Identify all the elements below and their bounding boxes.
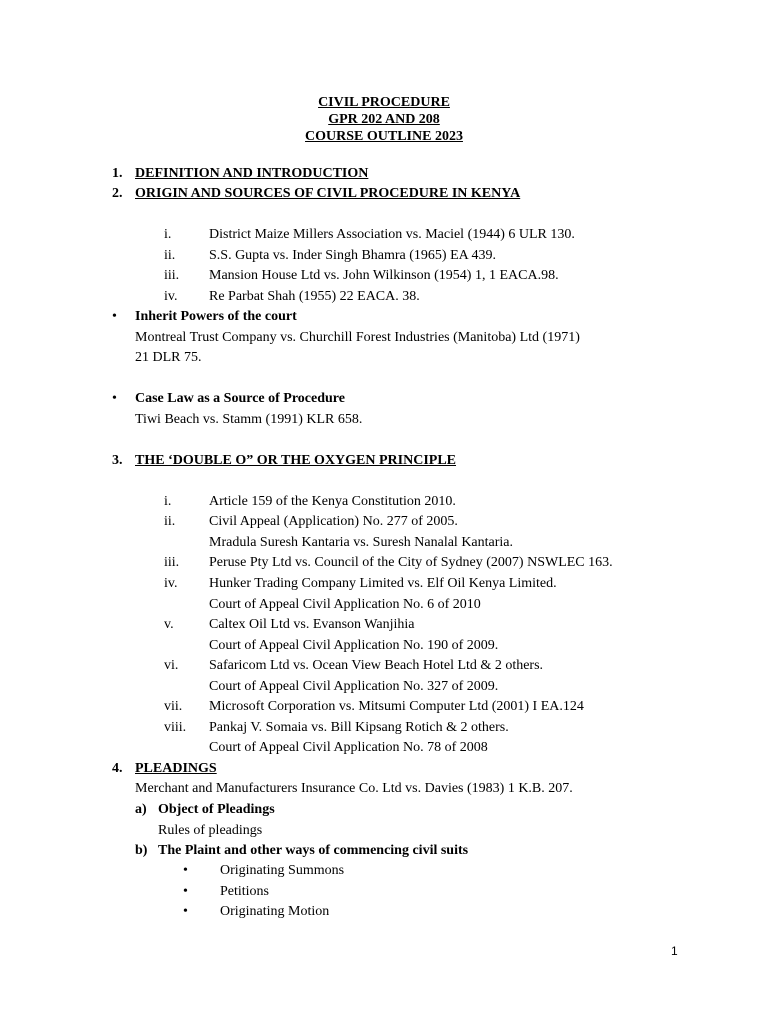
case-citation: Montreal Trust Company vs. Churchill Forest Industries (Manitoba) Ltd (1971) — [135, 330, 580, 345]
section-number: 1. — [112, 166, 123, 181]
subheading: Object of Pleadings — [158, 802, 275, 817]
case-citation-continued: Court of Appeal Civil Application No. 190 of 2009. — [209, 638, 499, 653]
case-numeral: iv. — [164, 289, 178, 304]
case-numeral: i. — [164, 494, 172, 509]
case-citation-continued: 21 DLR 75. — [135, 350, 202, 365]
bullet-icon: • — [183, 904, 188, 919]
page-number: 1 — [671, 944, 678, 958]
case-citation: Tiwi Beach vs. Stamm (1991) KLR 658. — [135, 412, 363, 427]
course-outline-year: COURSE OUTLINE 2023 — [305, 129, 463, 144]
case-citation: Article 159 of the Kenya Constitution 2010. — [209, 494, 456, 509]
case-citation-continued: Mradula Suresh Kantaria vs. Suresh Nanalal Kantaria. — [209, 535, 514, 550]
case-numeral: iii. — [164, 268, 180, 283]
case-numeral: i. — [164, 227, 172, 242]
case-citation: Peruse Pty Ltd vs. Council of the City of Sydney (2007) NSWLEC 163. — [209, 555, 613, 570]
case-citation: Hunker Trading Company Limited vs. Elf Oil Kenya Limited. — [209, 576, 557, 591]
section-heading: THE ‘DOUBLE O” OR THE OXYGEN PRINCIPLE — [135, 453, 457, 468]
list-item: Petitions — [220, 884, 270, 899]
subsection-text: Rules of pleadings — [158, 823, 263, 838]
course-codes: GPR 202 AND 208 — [328, 112, 440, 127]
section-heading: ORIGIN AND SOURCES OF CIVIL PROCEDURE IN KENYA — [135, 186, 521, 201]
bullet-icon: • — [183, 884, 188, 899]
case-citation-continued: Court of Appeal Civil Application No. 78 of 2008 — [209, 740, 488, 755]
case-numeral: iv. — [164, 576, 178, 591]
subheading: The Plaint and other ways of commencing civil suits — [158, 843, 469, 858]
section-number: 2. — [112, 186, 123, 201]
subheading: Case Law as a Source of Procedure — [135, 391, 345, 406]
case-numeral: v. — [164, 617, 174, 632]
case-citation: Microsoft Corporation vs. Mitsumi Computer Ltd (2001) I EA.124 — [209, 699, 584, 714]
case-numeral: ii. — [164, 248, 176, 263]
case-citation: Merchant and Manufacturers Insurance Co. Ltd vs. Davies (1983) 1 K.B. 207. — [135, 781, 573, 796]
section-number: 4. — [112, 761, 123, 776]
case-numeral: ii. — [164, 514, 176, 529]
section-number: 3. — [112, 453, 123, 468]
case-citation: Civil Appeal (Application) No. 277 of 2005. — [209, 514, 458, 529]
section-heading: DEFINITION AND INTRODUCTION — [135, 166, 369, 181]
case-citation: Pankaj V. Somaia vs. Bill Kipsang Rotich & 2 others. — [209, 720, 509, 735]
case-citation: S.S. Gupta vs. Inder Singh Bhamra (1965) EA 439. — [209, 248, 496, 263]
list-item: Originating Motion — [220, 904, 330, 919]
case-numeral: vii. — [164, 699, 183, 714]
bullet-icon: • — [112, 309, 117, 324]
case-citation-continued: Court of Appeal Civil Application No. 327 of 2009. — [209, 679, 499, 694]
case-citation: Mansion House Ltd vs. John Wilkinson (1954) 1, 1 EACA.98. — [209, 268, 559, 283]
case-numeral: vi. — [164, 658, 179, 673]
bullet-icon: • — [112, 391, 117, 406]
case-numeral: iii. — [164, 555, 180, 570]
subsection-label: b) — [135, 843, 148, 858]
list-item: Originating Summons — [220, 863, 345, 878]
subheading: Inherit Powers of the court — [135, 309, 297, 324]
case-citation-continued: Court of Appeal Civil Application No. 6 of 2010 — [209, 597, 481, 612]
bullet-icon: • — [183, 863, 188, 878]
section-heading: PLEADINGS — [135, 761, 217, 776]
case-citation: Safaricom Ltd vs. Ocean View Beach Hotel Ltd & 2 others. — [209, 658, 544, 673]
case-citation: Re Parbat Shah (1955) 22 EACA. 38. — [209, 289, 420, 304]
case-citation: District Maize Millers Association vs. Maciel (1944) 6 ULR 130. — [209, 227, 575, 242]
case-numeral: viii. — [164, 720, 187, 735]
case-citation: Caltex Oil Ltd vs. Evanson Wanjihia — [209, 617, 415, 632]
subsection-label: a) — [135, 802, 147, 817]
doc-title: CIVIL PROCEDURE — [318, 95, 450, 110]
